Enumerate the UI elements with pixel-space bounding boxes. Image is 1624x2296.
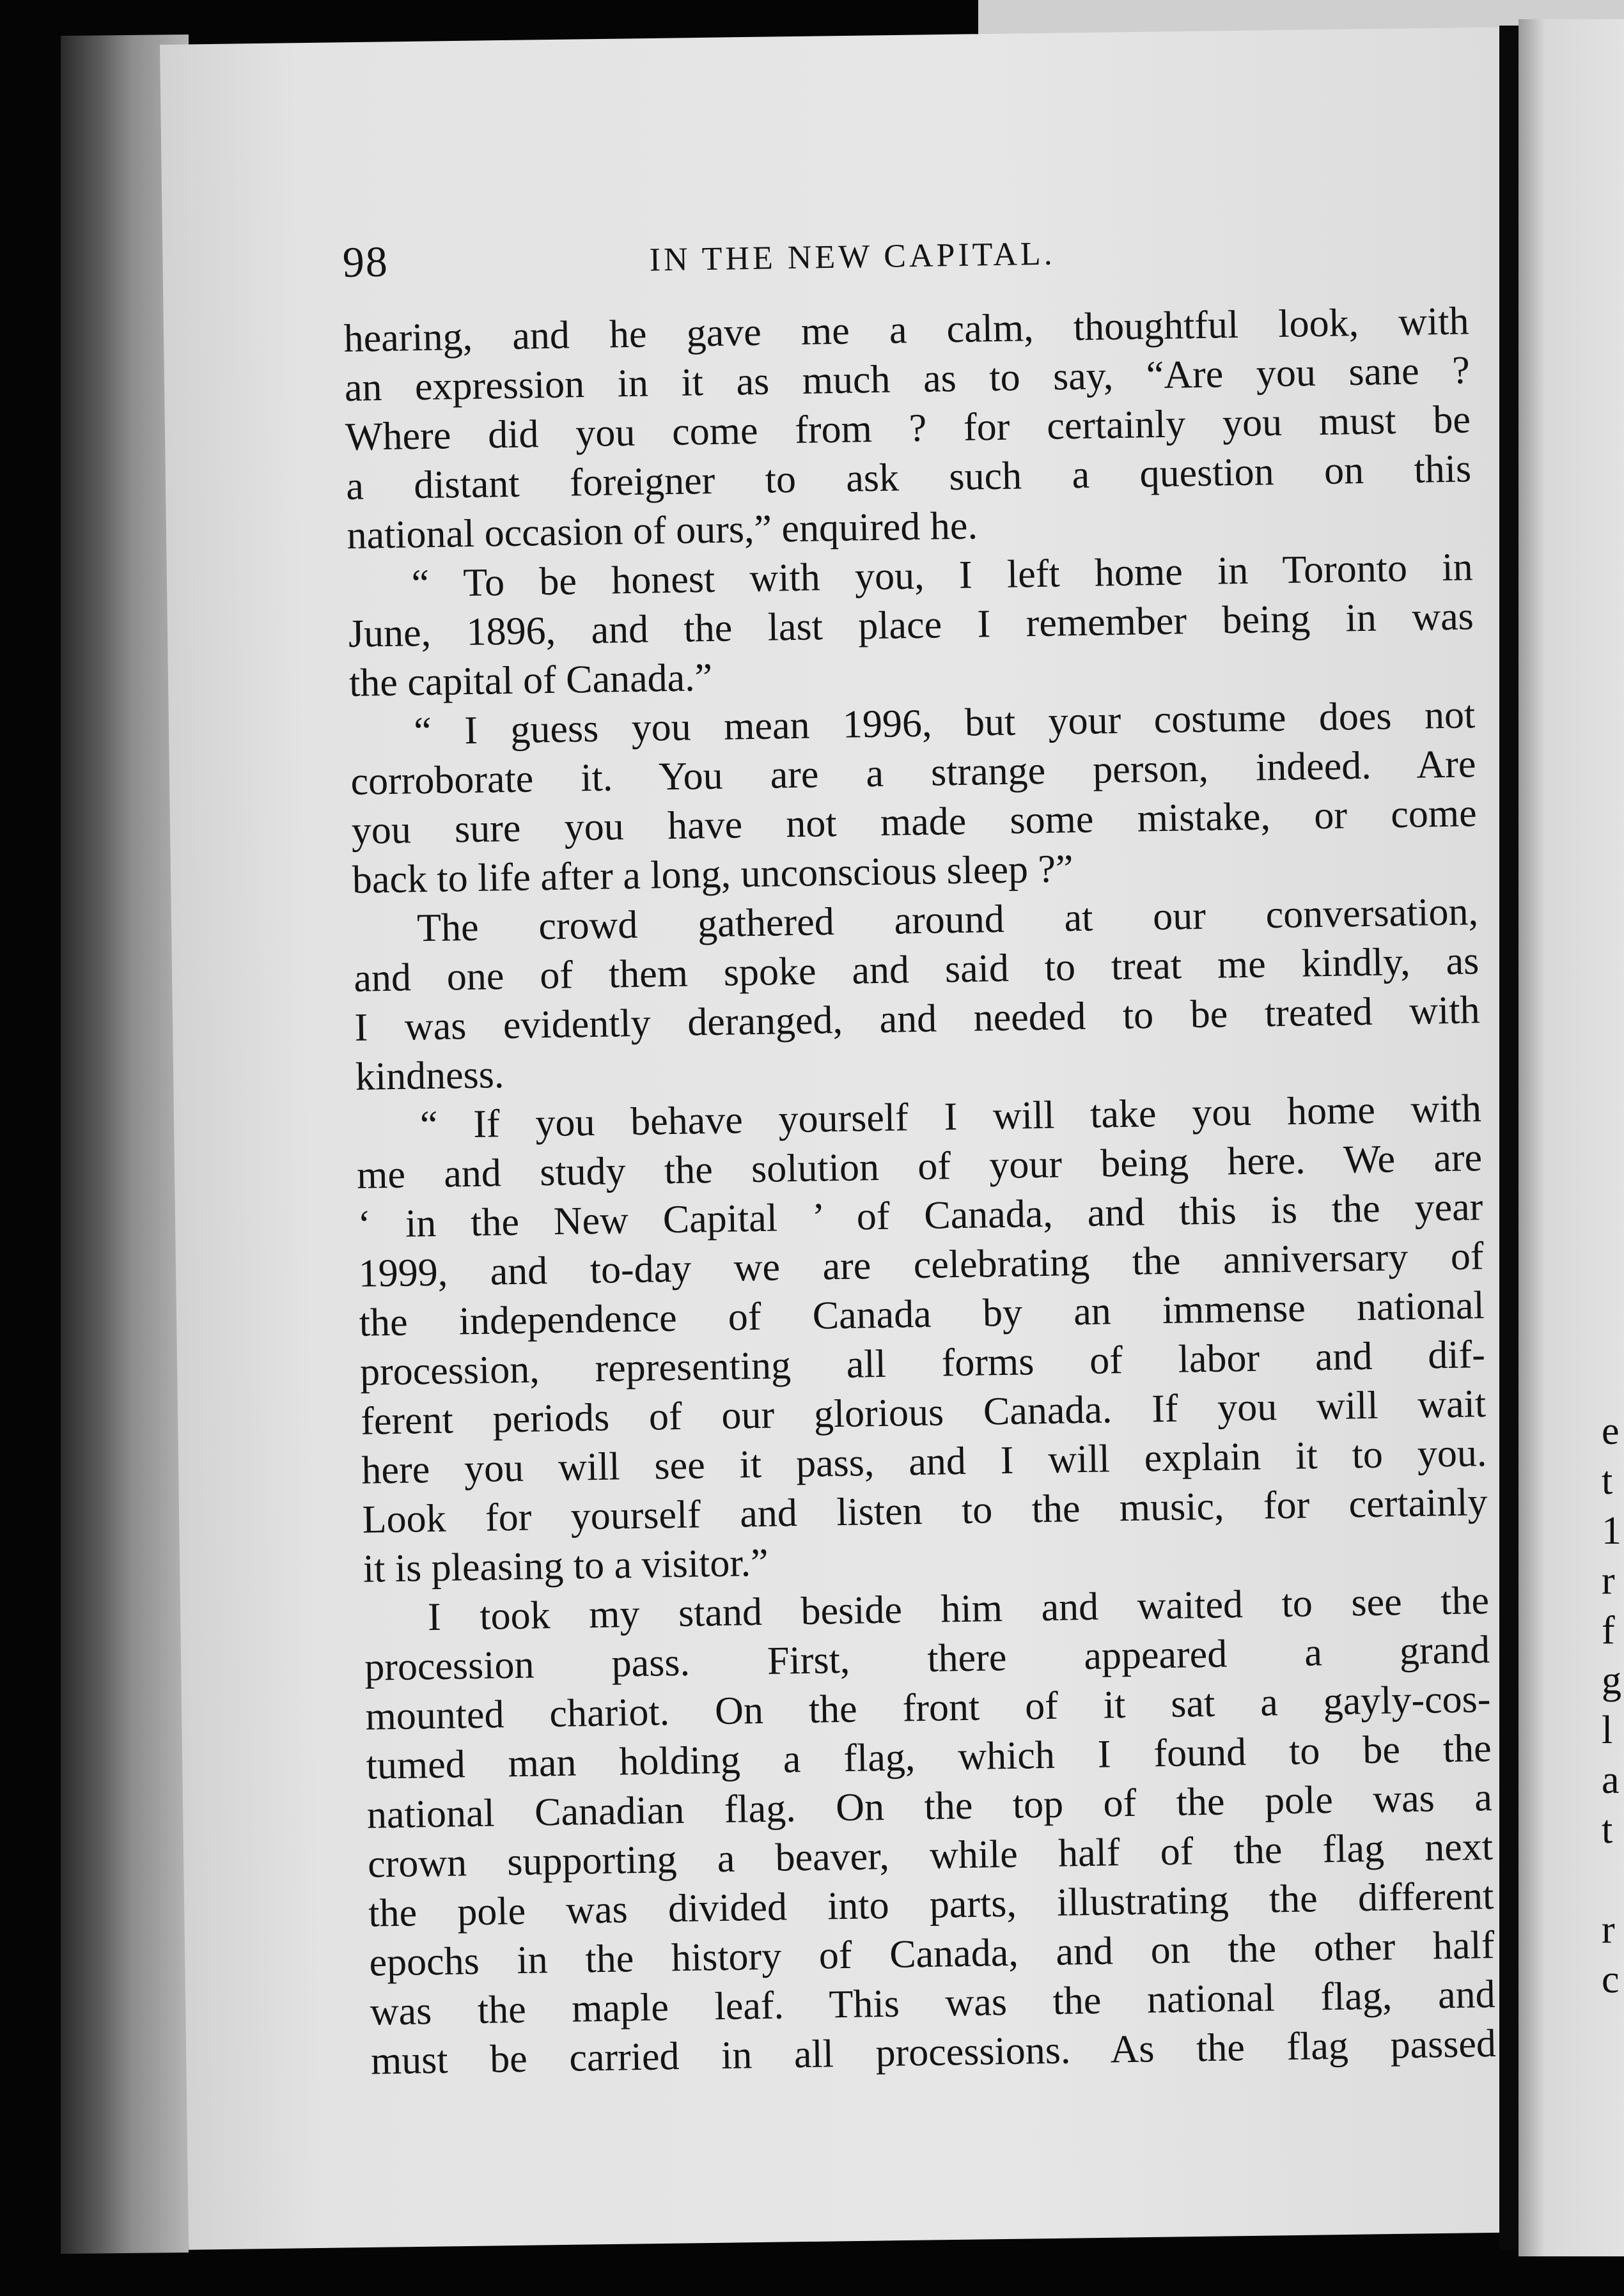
text-line: the independence of Canada by an immense national	[359, 1284, 1485, 1345]
text-line: the pole was divided into parts, illustrating the different	[368, 1874, 1494, 1935]
text-line: procession, representing all forms of labor and dif-	[359, 1333, 1486, 1394]
text-line: here you will see it pass, and I will explain it to you.	[361, 1431, 1487, 1493]
text-line: I was evidently deranged, and needed to be treated with	[354, 988, 1480, 1050]
facing-page-text-fragment	[1602, 1406, 1624, 2005]
fragment-char: r	[1602, 1908, 1615, 1951]
text-line: tumed man holding a flag, which I found to be the	[366, 1726, 1492, 1788]
text-line: The crowd gathered around at our conversation,	[416, 890, 1479, 950]
page-number: 98	[342, 237, 389, 286]
text-line: Look for yourself and listen to the music, for certainly	[362, 1480, 1488, 1542]
fragment-char: f	[1602, 1609, 1615, 1652]
text-line: national occasion of ours,” enquired he.	[346, 504, 978, 557]
fragment-char: e	[1602, 1409, 1620, 1453]
text-line: ‘ in the New Capital ’ of Canada, and this is the year	[357, 1185, 1483, 1246]
text-line: a distant foreigner to ask such a question on this	[345, 447, 1472, 508]
text-line: kindness.	[355, 1053, 504, 1099]
text-line: you sure you have not made some mistake, or come	[351, 791, 1478, 853]
text-line: mounted chariot. On the front of it sat a gayly-cos-	[365, 1677, 1491, 1739]
text-line: an expression in it as much as to say, “Are you sane ?	[344, 348, 1471, 410]
text-line: back to life after a long, unconscious sleep ?”	[352, 847, 1074, 902]
text-line: “ To be honest with you, I left home in Toronto in	[411, 545, 1474, 606]
running-head: IN THE NEW CAPITAL.	[649, 235, 1056, 279]
page-text-block	[342, 212, 1496, 2086]
fragment-char: t	[1602, 1459, 1613, 1503]
text-line: 1999, and to-day we are celebrating the anniversary of	[358, 1234, 1484, 1296]
text-line: was the maple leaf. This was the national flag, and	[370, 1973, 1496, 2034]
text-line: “ If you behave yourself I will take you home with	[419, 1087, 1482, 1147]
text-line: me and study the solution of your being here. We are	[356, 1136, 1483, 1197]
fragment-char: l	[1602, 1709, 1613, 1752]
fragment-char: a	[1602, 1758, 1620, 1802]
fragment-char: 1	[1602, 1509, 1621, 1553]
text-line: Where did you come from ? for certainly you must be	[345, 398, 1471, 459]
fragment-char: r	[1602, 1559, 1615, 1602]
text-line: epochs in the history of Canada, and on the other half	[369, 1923, 1495, 1985]
text-line: hearing, and he gave me a calm, thoughtful look, with	[343, 299, 1469, 361]
text-line: the capital of Canada.”	[348, 655, 713, 705]
text-line: national Canadian flag. On the top of the pole was a	[366, 1776, 1493, 1837]
text-line: procession pass. First, there appeared a grand	[364, 1628, 1490, 1689]
text-line: corroborate it. You are a strange person, indeed. Are	[350, 742, 1476, 803]
text-line: must be carried in all processions. As the flag passed	[370, 2022, 1497, 2083]
fragment-char: g	[1602, 1659, 1621, 1702]
fragment-char: c	[1602, 1958, 1620, 2001]
text-line: I took my stand beside him and waited to see the	[427, 1579, 1490, 1640]
text-line: it is pleasing to a visitor.”	[363, 1540, 769, 1591]
text-line: June, 1896, and the last place I remember being in was	[348, 594, 1474, 656]
text-line: and one of them spoke and said to treat me kindly, as	[353, 939, 1480, 1000]
book-gutter	[1499, 26, 1519, 2250]
fragment-char: t	[1602, 1808, 1613, 1852]
text-line: “ I guess you mean 1996, but your costume does not	[413, 693, 1476, 754]
text-line: crown supporting a beaver, while half of the flag next	[367, 1825, 1494, 1886]
fragment-char	[1602, 1855, 1624, 1905]
text-line: ferent periods of our glorious Canada. If you will wait	[360, 1382, 1487, 1443]
